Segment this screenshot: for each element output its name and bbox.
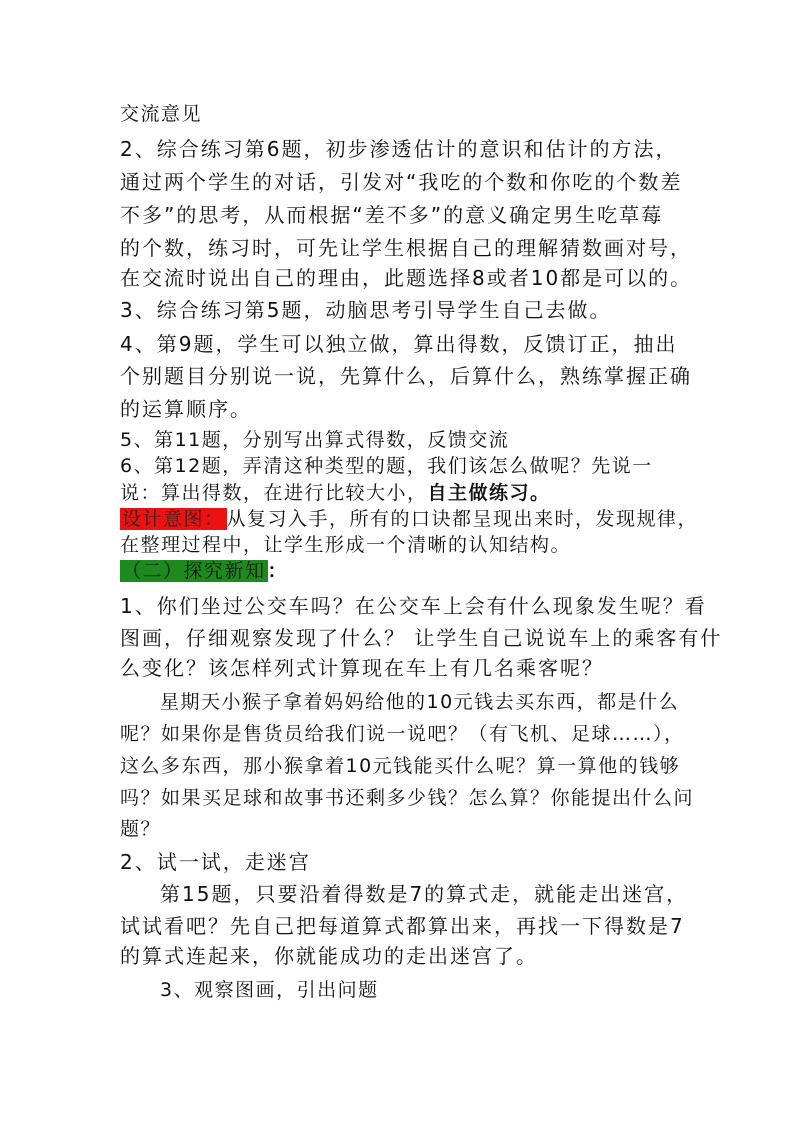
text-line: 么变化？该怎样列式计算现在车上有几名乘客呢？	[120, 656, 604, 680]
text-line: 试试看吧？先自己把每道算式都算出来，再找一下得数是7	[120, 914, 685, 938]
design-intent-label: 设计意图：	[122, 508, 225, 530]
text-line: 呢？如果你是售货员给我们说一说吧？（有飞机、足球……），	[120, 723, 685, 745]
text-line: 图画，仔细观察发现了什么？ 让学生自己说说车上的乘客有什	[120, 626, 723, 650]
section-heading	[120, 557, 288, 585]
text-line: 题？	[120, 818, 162, 840]
text-line: 通过两个学生的对话，引发对“我吃的个数和你吃的个数差	[120, 170, 683, 194]
text-line	[120, 505, 698, 533]
text-line	[120, 479, 551, 507]
text-line: 交流意见	[120, 103, 203, 125]
text-line: 2、试一试，走迷宫	[120, 850, 311, 874]
text-run: 从复习入手，所有的口诀都呈现出来时，发现规律，	[226, 508, 699, 530]
text-line: 在整理过程中，让学生形成一个清晰的认知结构。	[120, 534, 572, 556]
text-line: 1、你们坐过公交车吗？在公交车上会有什么现象发生呢？看	[120, 594, 707, 618]
text-line: 的个数，练习时，可先让学生根据自己的理解猜数画对号，	[120, 236, 692, 260]
text-line: 不多”的思考，从而根据“差不多”的意义确定男生吃草莓	[120, 203, 664, 227]
text-line: 的算式连起来，你就能成功的走出迷宫了。	[120, 944, 538, 968]
text-line: 5、第11题，分别写出算式得数，反馈交流	[120, 429, 510, 451]
emphasis-text: 自主做练习。	[427, 482, 551, 504]
text-line: 6、第12题，弄清这种类型的题，我们该怎么做呢？先说一	[120, 455, 653, 477]
text-line: 个别题目分别说一说，先算什么，后算什么，熟练掌握正确	[120, 364, 692, 388]
section-colon: ：	[267, 560, 289, 582]
text-line: 这么多东西，那小猴拿着10元钱能买什么呢？算一算他的钱够	[120, 755, 681, 777]
text-run: 说：算出得数，在进行比较大小，	[120, 482, 428, 504]
text-line: 吗？如果买足球和故事书还剩多少钱？怎么算？你能提出什么问	[120, 787, 695, 809]
text-line: 3、观察图画，引出问题	[160, 979, 379, 1001]
text-line: 的运算顺序。	[120, 397, 252, 421]
text-line: 2、综合练习第6题，初步渗透估计的意识和估计的方法，	[120, 137, 678, 161]
text-line: 3、综合练习第5题，动脑思考引导学生自己去做。	[120, 298, 612, 322]
text-line: 4、第9题，学生可以独立做，算出得数，反馈订正，抽出	[120, 332, 678, 356]
text-line: 在交流时说出自己的理由，此题选择8或者10都是可以的。	[120, 266, 693, 290]
text-line: 第15题，只要沿着得数是7的算式走，就能走出迷宫，	[160, 882, 689, 906]
text-line: 星期天小猴子拿着妈妈给他的10元钱去买东西，都是什么	[160, 691, 680, 713]
section-title: （二）探究新知	[122, 560, 266, 582]
